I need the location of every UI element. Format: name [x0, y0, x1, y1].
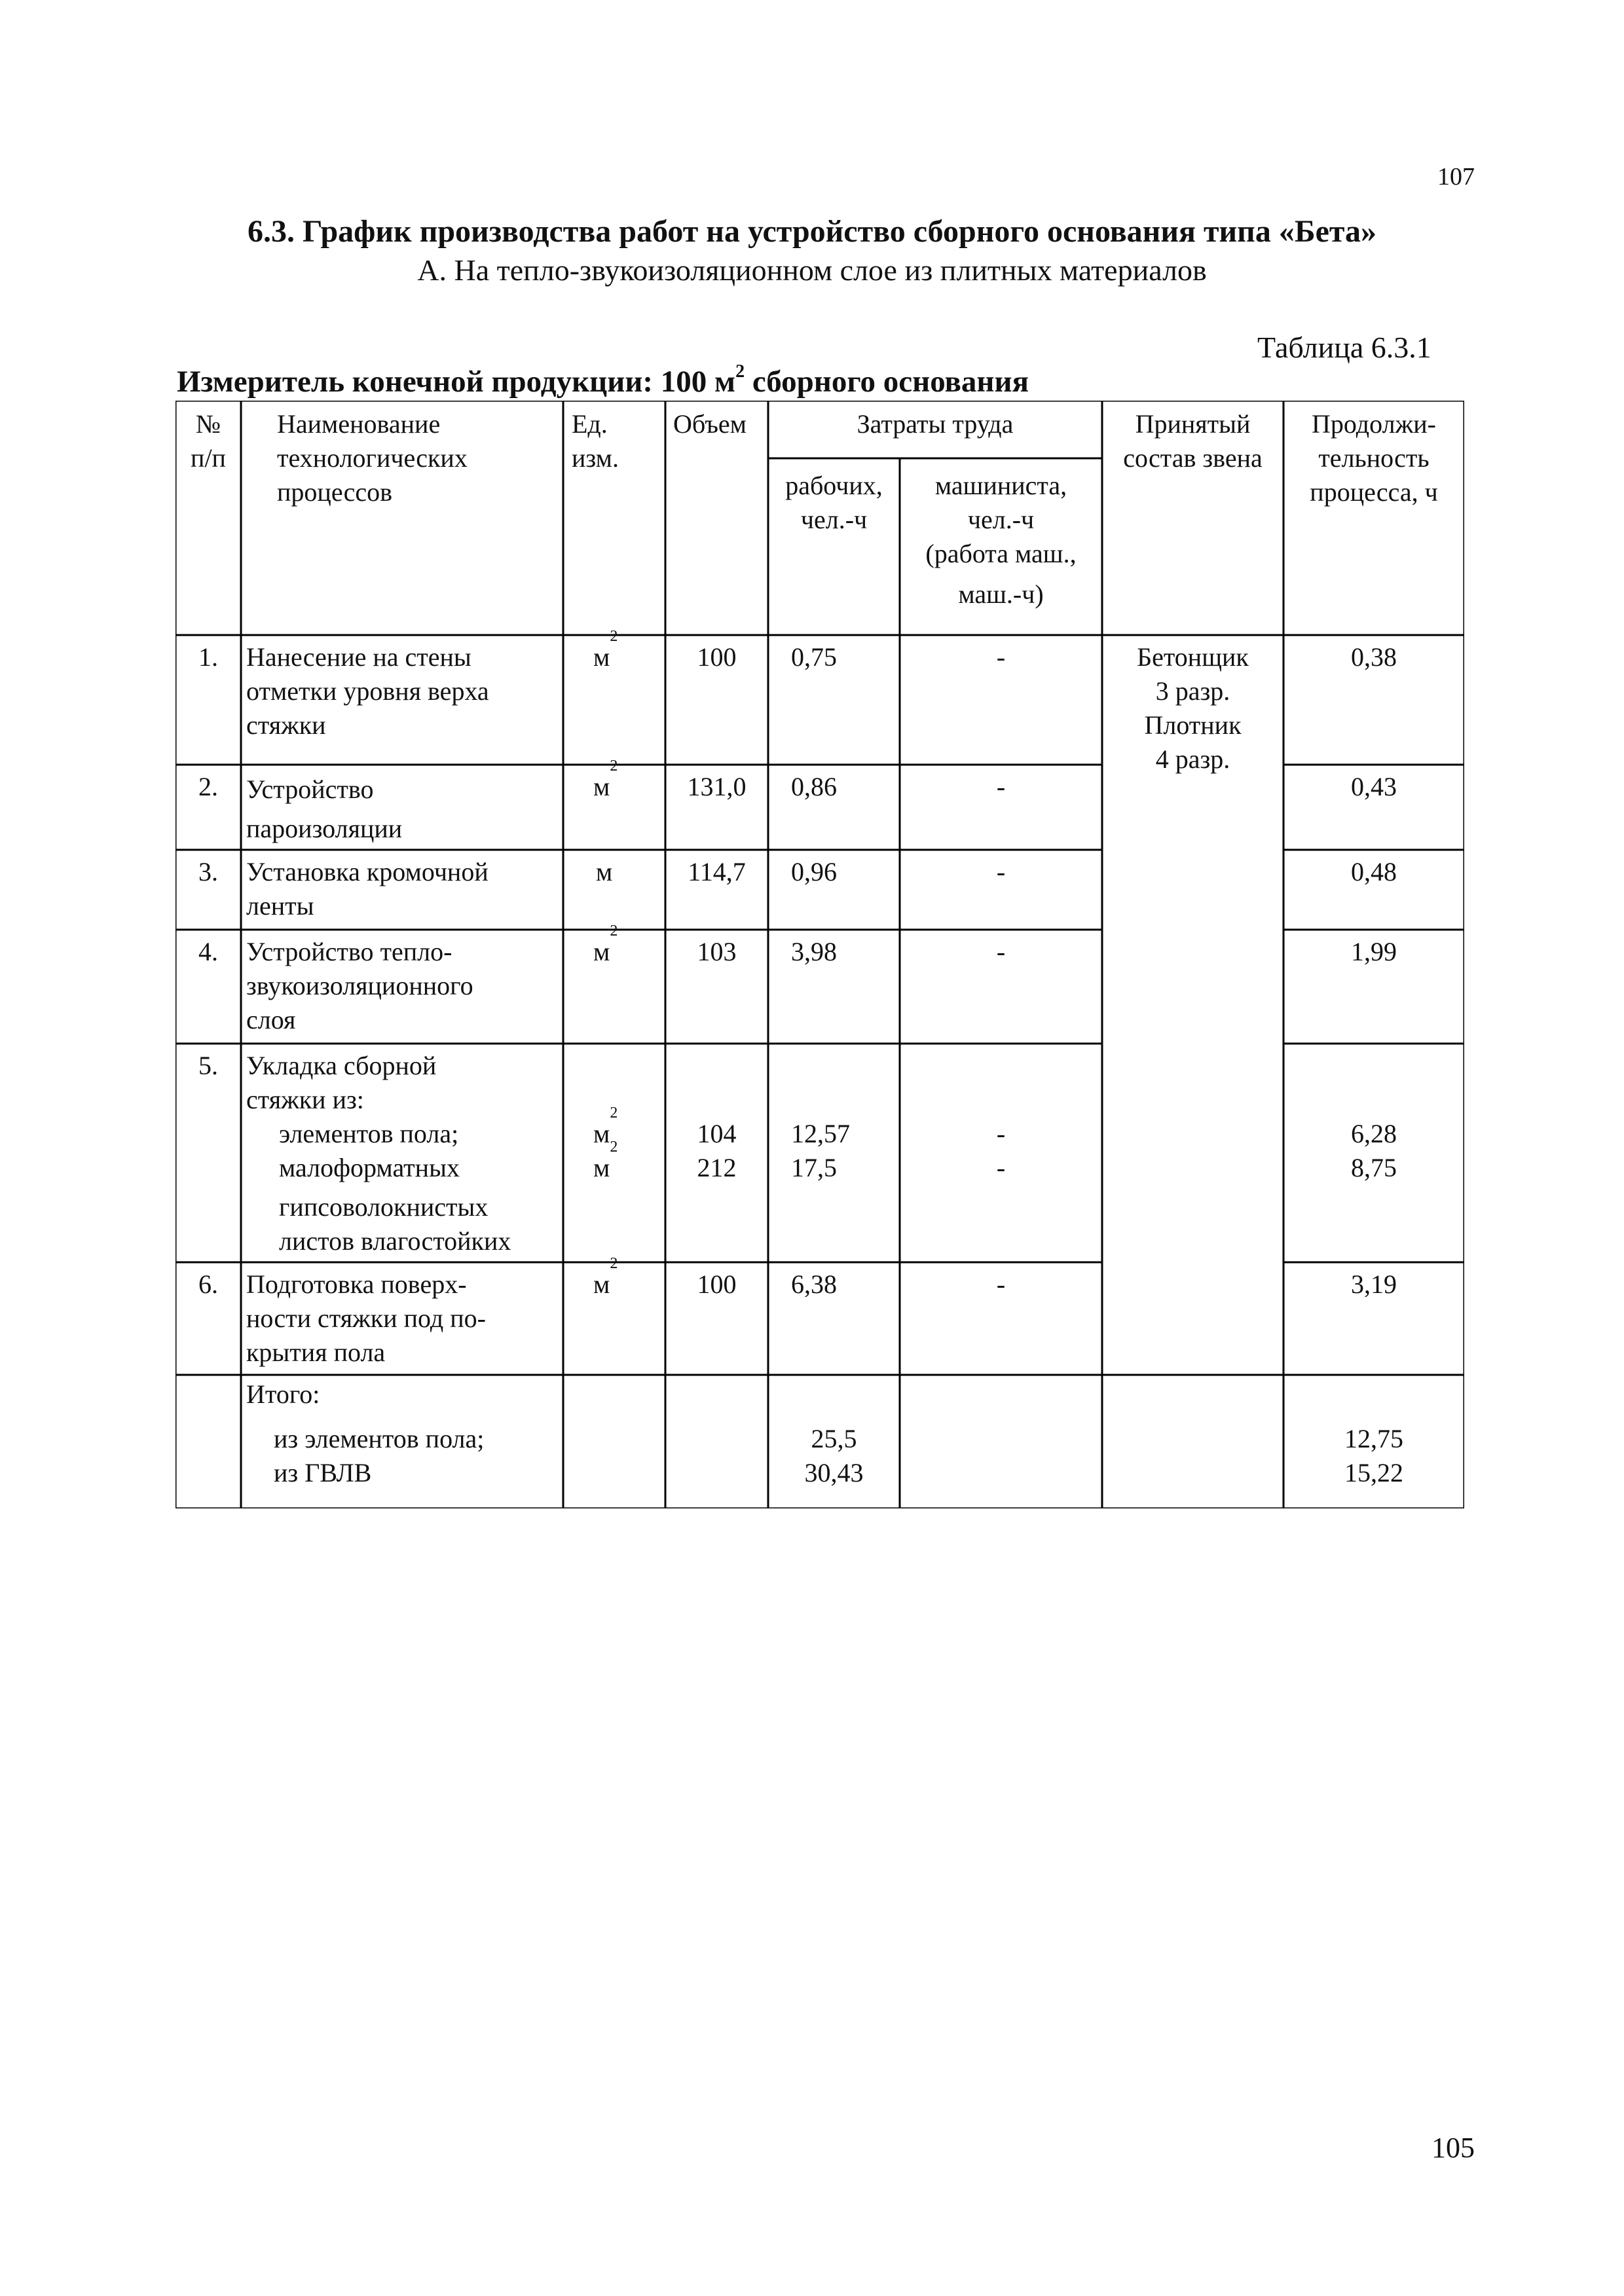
row-3-name: Установка кромочной ленты — [246, 857, 489, 920]
row-6-duration: 3,19 — [1351, 1269, 1397, 1299]
row-5-name: Укладка сборной стяжки из: элементов пола; малоформатных гипсоволокнистых листов влагостойких — [246, 1051, 511, 1256]
row-1-duration: 0,38 — [1351, 642, 1397, 672]
row-4-num: 4. — [198, 937, 218, 966]
row-6-machinist: - — [996, 1269, 1006, 1299]
row-5-unit: $м^2$ $м^2$ — [593, 1104, 618, 1182]
row-4-workers: 3,98 — [791, 937, 837, 966]
crew-composition: Бетонщик 3 разр. Плотник 4 разр. — [1137, 642, 1249, 774]
header-machinist: машиниста, чел.-ч (работа маш., маш.-ч) — [925, 471, 1077, 609]
table-number: Таблица 6.3.1 — [1257, 331, 1431, 364]
page-number-top: 107 — [1437, 163, 1475, 191]
row-6-unit: $м^2$ — [593, 1255, 618, 1299]
section-subtitle: А. На тепло-звукоизоляционном слое из плитных материалов — [417, 253, 1207, 287]
row-2-name: Устройство пароизоляции — [246, 774, 403, 843]
header-name: Наименование технологических процессов — [277, 409, 468, 507]
row-2-machinist: - — [996, 772, 1006, 801]
row-6-volume: 100 — [697, 1269, 737, 1299]
total-label: Итого: — [246, 1379, 320, 1409]
header-labor: Затраты труда — [857, 409, 1014, 439]
row-5-num: 5. — [198, 1051, 218, 1080]
product-measure: Измеритель конечной продукции: 100 $м^2$ сборного основания — [177, 361, 1029, 399]
work-schedule-table — [175, 401, 1464, 1508]
row-5-duration: 6,28 8,75 — [1351, 1119, 1397, 1182]
row-3-volume: 114,7 — [688, 857, 746, 886]
row-4-volume: 103 — [697, 937, 737, 966]
row-1-machinist: - — [996, 642, 1006, 672]
row-5-machinist: - - — [996, 1119, 1006, 1182]
header-duration: Продолжи- тельность процесса, ч — [1310, 409, 1438, 507]
row-1-unit: $м^2$ — [593, 628, 618, 672]
row-1-workers: 0,75 — [791, 642, 837, 672]
row-3-workers: 0,96 — [791, 857, 837, 886]
row-2-unit: $м^2$ — [593, 757, 618, 801]
row-3-unit: м — [596, 857, 613, 886]
row-6-workers: 6,38 — [791, 1269, 837, 1299]
row-2-duration: 0,43 — [1351, 772, 1397, 801]
header-num: № п/п — [191, 409, 226, 473]
row-3-duration: 0,48 — [1351, 857, 1397, 886]
row-1-name: Нанесение на стены отметки уровня верха стяжки — [246, 642, 489, 740]
row-1-num: 1. — [198, 642, 218, 672]
row-1-volume: 100 — [697, 642, 737, 672]
row-4-duration: 1,99 — [1351, 937, 1397, 966]
row-2-num: 2. — [198, 772, 218, 801]
total-duration: 12,75 15,22 — [1344, 1424, 1403, 1487]
row-4-unit: $м^2$ — [593, 922, 618, 966]
row-2-workers: 0,86 — [791, 772, 837, 801]
header-workers: рабочих, чел.-ч — [785, 471, 883, 534]
header-volume: Объем — [673, 409, 747, 439]
total-workers: 25,5 30,43 — [804, 1424, 864, 1487]
section-title: 6.3. График производства работ на устройство сборного основания типа «Бета» — [247, 214, 1377, 249]
header-unit: Ед. изм. — [572, 409, 619, 473]
row-5-workers: 12,57 17,5 — [791, 1119, 850, 1182]
row-2-volume: 131,0 — [687, 772, 747, 801]
row-4-name: Устройство тепло- звукоизоляционного слоя — [246, 937, 473, 1034]
header-crew: Принятый состав звена — [1123, 409, 1263, 473]
row-6-num: 6. — [198, 1269, 218, 1299]
page-number-bottom: 105 — [1431, 2132, 1475, 2164]
row-5-volume: 104 212 — [697, 1119, 737, 1182]
row-6-name: Подготовка поверх- ности стяжки под по- крытия пола — [246, 1269, 486, 1367]
total-lines: из элементов пола; из ГВЛВ — [274, 1424, 485, 1487]
row-3-machinist: - — [996, 857, 1006, 886]
row-3-num: 3. — [198, 857, 218, 886]
row-4-machinist: - — [996, 937, 1006, 966]
